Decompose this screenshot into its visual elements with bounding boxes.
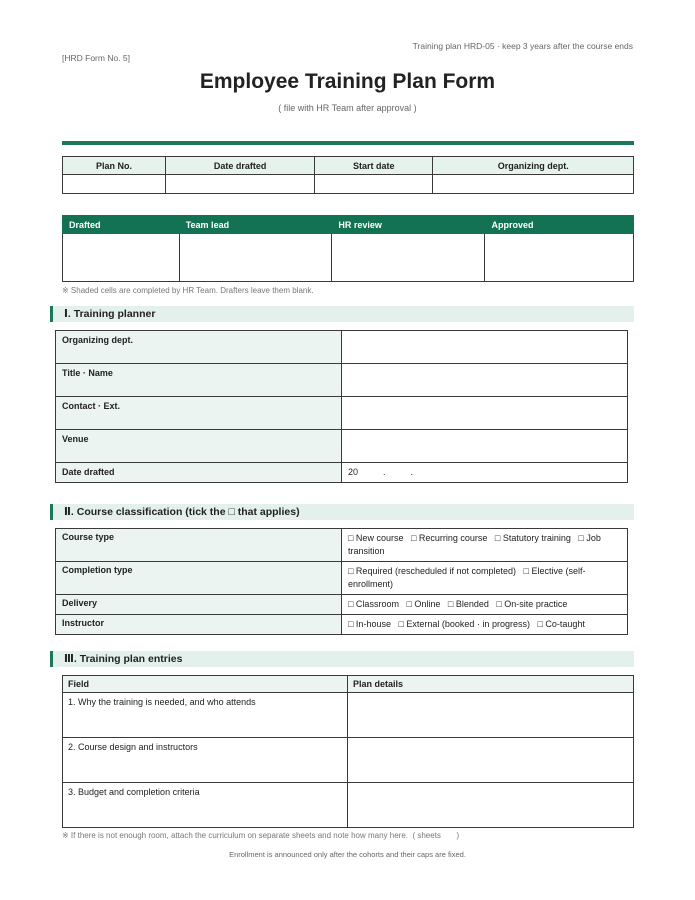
team-lead-signature-field[interactable] xyxy=(179,234,332,282)
form-number: [HRD Form No. 5] xyxy=(62,53,131,63)
completion-type-options[interactable]: □ Required (rescheduled if not completed) □ Elective (self-enrollment) xyxy=(342,562,628,595)
page-subtitle: ( file with HR Team after approval ) xyxy=(278,103,417,113)
entry-field-label: 3. Budget and completion criteria xyxy=(63,783,348,828)
title-divider xyxy=(62,141,634,145)
section-1-heading xyxy=(50,306,634,322)
organizing-dept-field[interactable] xyxy=(433,175,634,194)
classification-label: Course type xyxy=(56,529,342,562)
planner-label: Organizing dept. xyxy=(56,331,342,364)
entry-field-label: 1. Why the training is needed, and who attends xyxy=(63,693,348,738)
approved-header: Approved xyxy=(485,216,634,234)
date-drafted-header: Date drafted xyxy=(166,157,315,175)
need-attendees-input[interactable] xyxy=(348,693,634,738)
plan-no-header: Plan No. xyxy=(63,157,166,175)
design-instructors-input[interactable] xyxy=(348,738,634,783)
drafted-signature-field[interactable] xyxy=(63,234,180,282)
training-planner-table xyxy=(55,330,628,483)
retention-note: Training plan HRD-05 · keep 3 years after the course ends xyxy=(412,41,633,51)
organizing-dept-input[interactable] xyxy=(342,331,628,364)
section-accent-bar xyxy=(50,651,53,667)
enrollment-note: Enrollment is announced only after the cohorts and their caps are fixed. xyxy=(229,850,466,859)
course-classification-table xyxy=(55,528,628,635)
planner-label: Venue xyxy=(56,430,342,463)
contact-ext-input[interactable] xyxy=(342,397,628,430)
venue-input[interactable] xyxy=(342,430,628,463)
start-date-header: Start date xyxy=(315,157,433,175)
drafted-header: Drafted xyxy=(63,216,180,234)
section-2-title: Ⅱ. Course classification (tick the □ that applies) xyxy=(64,506,300,518)
classification-label: Delivery xyxy=(56,595,342,615)
hr-review-header: HR review xyxy=(332,216,485,234)
field-header: Field xyxy=(63,676,348,693)
shade-note: ※ Shaded cells are completed by HR Team. Drafters leave them blank. xyxy=(62,286,314,295)
classification-label: Completion type xyxy=(56,562,342,595)
section-2-heading xyxy=(50,504,634,520)
training-plan-entries-table xyxy=(62,675,634,828)
page-title: Employee Training Plan Form xyxy=(199,70,496,93)
course-type-options[interactable]: □ New course □ Recurring course □ Statutory training □ Job transition xyxy=(342,529,628,562)
plan-no-field[interactable] xyxy=(63,175,166,194)
plan-info-table xyxy=(62,156,634,194)
section-accent-bar xyxy=(50,504,53,520)
hr-review-signature-field[interactable] xyxy=(332,234,485,282)
section-3-heading xyxy=(50,651,634,667)
section-1-title: Ⅰ. Training planner xyxy=(64,308,156,320)
planner-label: Title · Name xyxy=(56,364,342,397)
planner-label: Date drafted xyxy=(56,463,342,483)
date-drafted-input[interactable]: 20 . . xyxy=(342,463,628,483)
extra-sheets-note: ※ If there is not enough room, attach the curriculum on separate sheets and note how many here. ( sheets ) xyxy=(62,831,460,840)
planner-label: Contact · Ext. xyxy=(56,397,342,430)
section-accent-bar xyxy=(50,306,53,322)
date-drafted-field[interactable] xyxy=(166,175,315,194)
section-3-title: Ⅲ. Training plan entries xyxy=(64,653,183,665)
budget-criteria-input[interactable] xyxy=(348,783,634,828)
classification-label: Instructor xyxy=(56,615,342,635)
team-lead-header: Team lead xyxy=(179,216,332,234)
plan-details-header: Plan details xyxy=(348,676,634,693)
instructor-options[interactable]: □ In-house □ External (booked · in progress) □ Co-taught xyxy=(342,615,628,635)
approved-signature-field[interactable] xyxy=(485,234,634,282)
delivery-options[interactable]: □ Classroom □ Online □ Blended □ On-site practice xyxy=(342,595,628,615)
start-date-field[interactable] xyxy=(315,175,433,194)
organizing-dept-header: Organizing dept. xyxy=(433,157,634,175)
approval-table xyxy=(62,215,634,282)
entry-field-label: 2. Course design and instructors xyxy=(63,738,348,783)
title-name-input[interactable] xyxy=(342,364,628,397)
